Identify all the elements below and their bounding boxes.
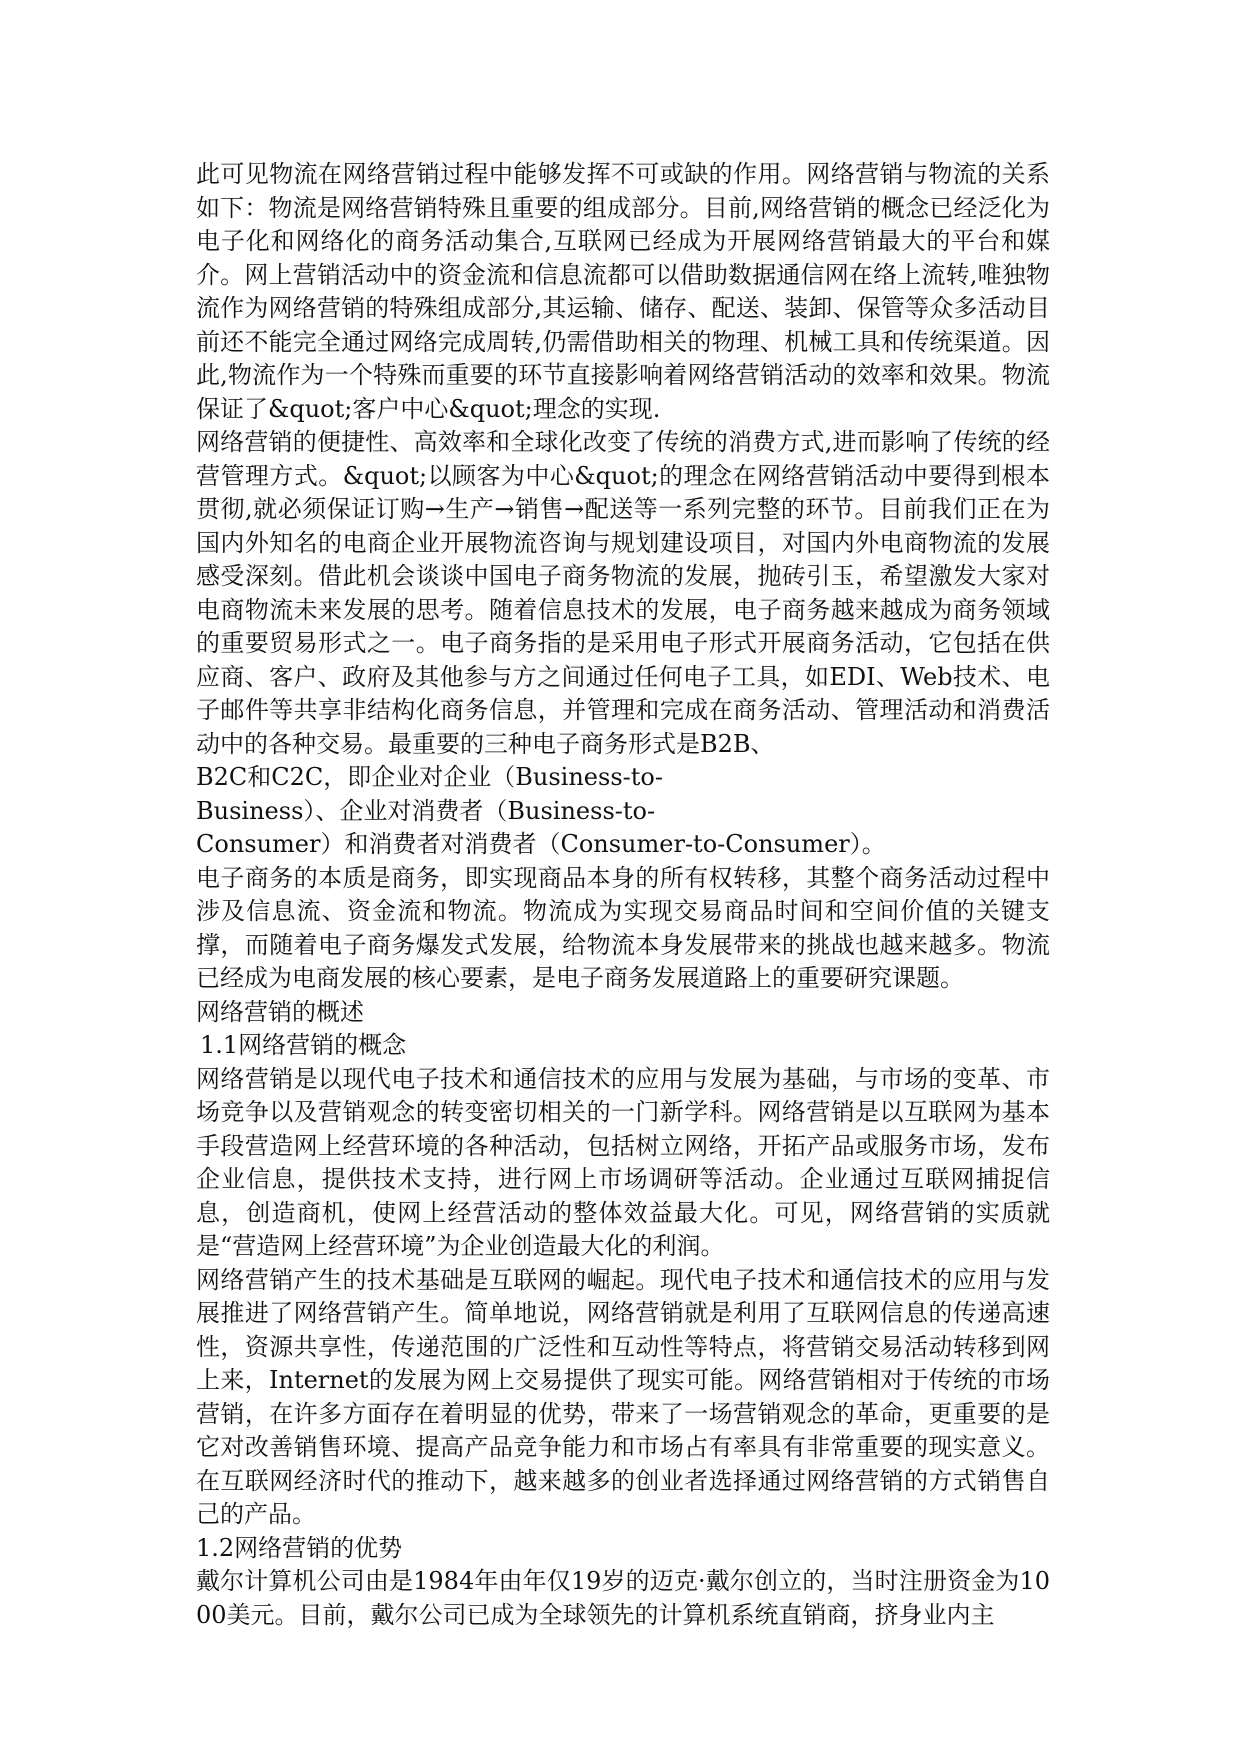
paragraph-tech-basis: 网络营销产生的技术基础是互联网的崛起。现代电子技术和通信技术的应用与发展推进了网络营销产生。简单地说，网络营销就是利用了互联网信息的传递高速性，资源共享性，传递范围的广泛性和互动性等特点，将营销交易活动转移到网上来，Internet的发展为网上交易提供了现实可能。网络营销相对于传统的市场营销，在许多方面存在着明显的优势，带来了一场营销观念的革命，更重要的是它对改善销售环境、提高产品竞争能力和市场占有率具有非常重要的现实意义。在互联网经济时代的推动下，越来越多的创业者选择通过网络营销的方式销售自己的产品。 bbox=[196, 1265, 1050, 1528]
paragraph-b2c-line: B2C和C2C，即企业对企业（Business-to- bbox=[196, 763, 663, 791]
section-heading-overview: 网络营销的概述 bbox=[196, 997, 364, 1026]
section-heading-1-1: 1.1网络营销的概念 bbox=[200, 1031, 407, 1059]
paragraph-consumer-line: Consumer）和消费者对消费者（Consumer-to-Consumer）。 bbox=[196, 830, 886, 858]
paragraph-ecommerce-intro: 网络营销的便捷性、高效率和全球化改变了传统的消费方式,进而影响了传统的经营管理方式。&quot;以顾客为中心&quot;的理念在网络营销活动中要得到根本贯彻,就必须保证订购→生产→销售→配送等一系列完整的环节。目前我们正在为国内外知名的电商企业开展物流咨询与规划建设项目，对国内外电商物流的发展感受深刻。借此机会谈谈中国电子商务物流的发展，抛砖引玉，希望激发大家对电商物流未来发展的思考。随着信息技术的发展，电子商务越来越成为商务领域的重要贸易形式之一。电子商务指的是采用电子形式开展商务活动，它包括在供应商、客户、政府及其他参与方之间通过任何电子工具，如EDI、Web技术、电子邮件等共享非结构化商务信息，并管理和完成在商务活动、管理活动和消费活动中的各种交易。最重要的三种电子商务形式是B2B、 bbox=[196, 428, 1050, 758]
document-page bbox=[196, 158, 1050, 1632]
paragraph-business-line: Business）、企业对消费者（Business-to- bbox=[196, 796, 656, 825]
section-heading-1-2: 1.2网络营销的优势 bbox=[196, 1533, 403, 1562]
paragraph-concept: 网络营销是以现代电子技术和通信技术的应用与发展为基础，与市场的变革、市场竞争以及营销观念的转变密切相关的一门新学科。网络营销是以互联网为基本手段营造网上经营环境的各种活动，包括树立网络，开拓产品或服务市场，发布企业信息，提供技术支持，进行网上市场调研等活动。企业通过互联网捕捉信息，创造商机，使网上经营活动的整体效益最大化。可见，网络营销的实质就是“营造网上经营环境”为企业创造最大化的利润。 bbox=[196, 1064, 1050, 1260]
paragraph-dell: 戴尔计算机公司由是1984年由年仅19岁的迈克·戴尔创立的，当时注册资金为1000美元。目前，戴尔公司已成为全球领先的计算机系统直销商，挤身业内主 bbox=[196, 1567, 1050, 1629]
paragraph-ecommerce-essence: 电子商务的本质是商务，即实现商品本身的所有权转移，其整个商务活动过程中涉及信息流、资金流和物流。物流成为实现交易商品时间和空间价值的关键支撑，而随着电子商务爆发式发展，给物流本身发展带来的挑战也越来越多。物流已经成为电商发展的核心要素，是电子商务发展道路上的重要研究课题。 bbox=[196, 863, 1050, 992]
paragraph-logistics-role: 此可见物流在网络营销过程中能够发挥不可或缺的作用。网络营销与物流的关系如下：物流是网络营销特殊且重要的组成部分。目前,网络营销的概念已经泛化为电子化和网络化的商务活动集合,互联网已经成为开展网络营销最大的平台和媒介。网上营销活动中的资金流和信息流都可以借助数据通信网在络上流转,唯独物流作为网络营销的特殊组成部分,其运输、储存、配送、装卸、保管等众多活动目前还不能完全通过网络完成周转,仍需借助相关的物理、机械工具和传统渠道。因此,物流作为一个特殊而重要的环节直接影响着网络营销活动的效率和效果。物流保证了&quot;客户中心&quot;理念的实现. bbox=[196, 160, 1050, 423]
